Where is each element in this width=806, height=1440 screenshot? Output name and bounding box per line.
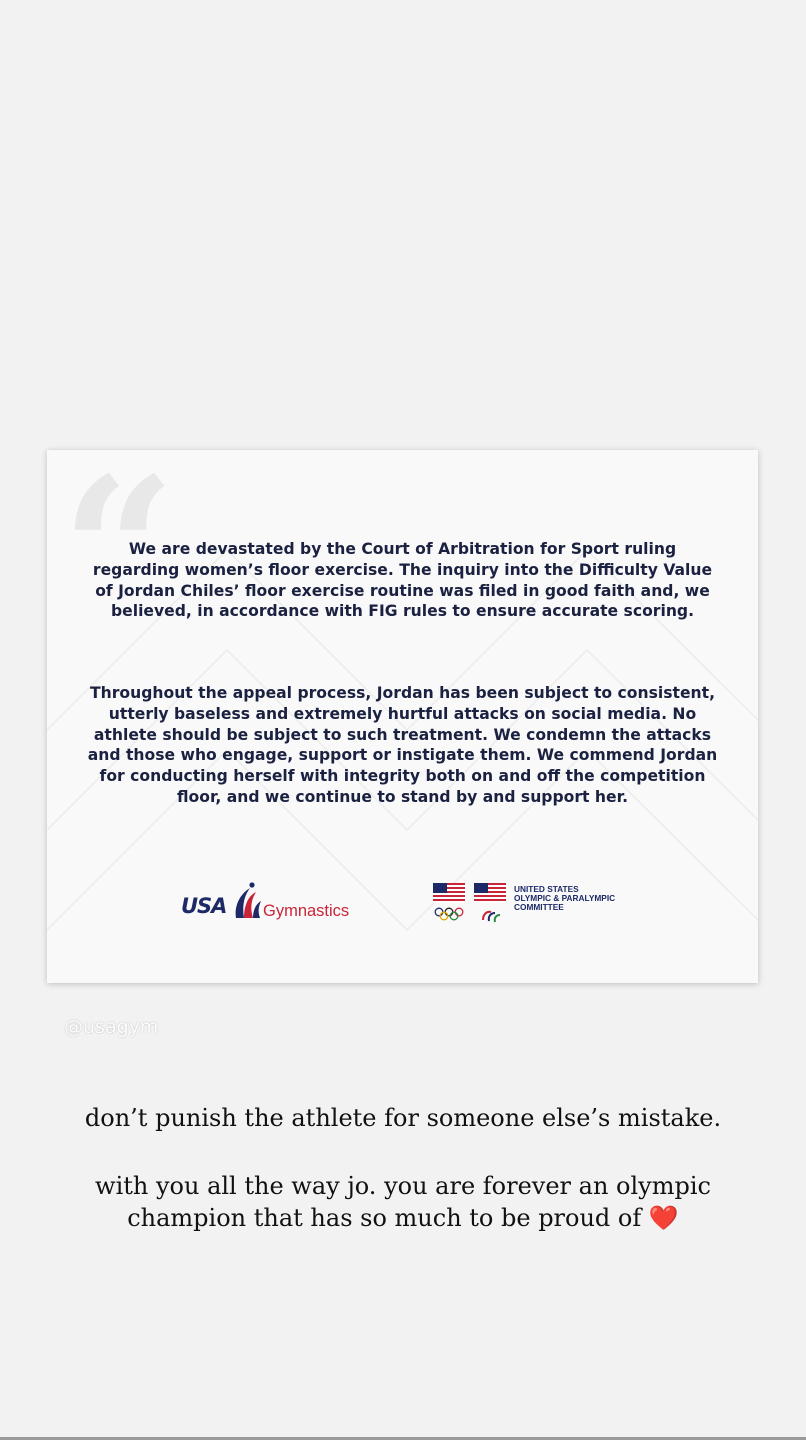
us-flag-icon [433, 883, 465, 903]
statement-card [47, 450, 758, 983]
us-flag-icon [474, 883, 506, 903]
paralympic-agitos-icon [480, 907, 502, 923]
caption-line-1: don’t punish the athlete for someone else’s mistake. [84, 1104, 722, 1132]
olympic-rings-icon [434, 907, 464, 921]
quote-mark-icon: “ [61, 450, 177, 669]
usa-gymnastics-logo-wordmark: Gymnastics [263, 902, 350, 920]
usa-gymnastics-logo [181, 882, 381, 922]
statement-paragraph-1: We are devastated by the Court of Arbitration for Sport ruling regarding women’s floor exercise. The inquiry into the Difficulty Value of Jordan Chiles’ floor exercise routine was filed in good faith and, we believed, in accordance with FIG rules to ensure accurate scoring. [92, 540, 713, 621]
heart-icon: ❤️ [648, 1204, 679, 1232]
usopc-wordmark: UNITED STATES OLYMPIC & PARALYMPIC COMMITTEE [514, 884, 616, 913]
caption-text: with you all the way jo. you are forever an olympic champion that has so much to be proud of [95, 1172, 711, 1232]
usopc-logo [433, 883, 663, 925]
statement-paragraph-2: Throughout the appeal process, Jordan has been subject to consistent, utterly baseless and extremely hurtful attacks on social media. No athlete should be subject to such treatment. We condemn the attacks and those who engage, support or instigate them. We commend Jordan for conducting herself with integrity both on and off the competition floor, and we continue to stand by and support her. [87, 684, 718, 806]
gymnast-flame-icon [232, 882, 262, 920]
usa-gymnastics-logo-usa: USA [181, 894, 227, 918]
account-mention[interactable]: @usagym [64, 1016, 159, 1038]
caption-line-2 [60, 1170, 746, 1234]
